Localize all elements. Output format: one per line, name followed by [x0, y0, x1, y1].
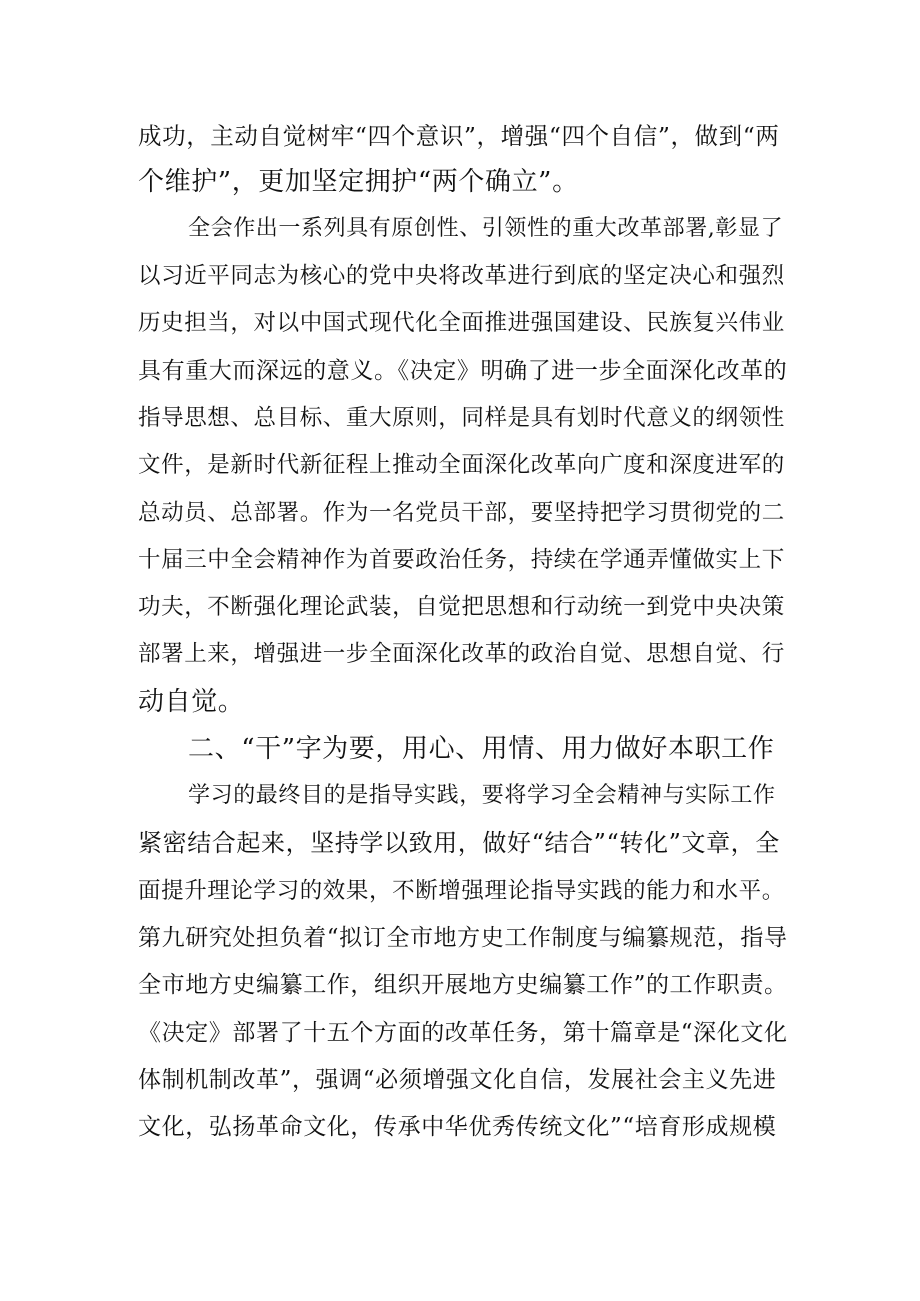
section-heading: 二、“干”字为要，用心、用情、用力做好本职工作 — [188, 734, 775, 764]
text-line-2: 个维护”，更加坚定拥护“两个确立”。 — [138, 167, 579, 197]
text-line-1: 成功，主动自觉树牢“四个意识”，增强“四个自信”，做到“两 — [138, 122, 780, 150]
text-line-7: 指导思想、总目标、重大原则，同样是具有划时代意义的纲领性 — [138, 405, 785, 431]
text-line-15: 学习的最终目的是指导实践，要将学习全会精神与实际工作 — [188, 783, 776, 808]
text-line-11: 功夫，不断强化理论武装，自觉把思想和行动统一到党中央决策 — [138, 594, 785, 620]
text-line-6: 具有重大而深远的意义。《决定》明确了进一步全面深化改革的 — [138, 358, 788, 384]
text-line-20: 《决定》部署了十五个方面的改革任务，第十篇章是“深化文化 — [138, 1020, 788, 1046]
text-line-17: 面提升理论学习的效果，不断增强理论指导实践的能力和水平。 — [138, 878, 785, 904]
text-line-4: 以习近平同志为核心的党中央将改革进行到底的坚定决心和强烈 — [138, 263, 785, 289]
text-line-19: 全市地方史编纂工作，组织开展地方史编纂工作”的工作职责。 — [138, 972, 788, 998]
text-line-9: 总动员、总部署。作为一名党员干部，要坚持把学习贯彻党的二 — [138, 500, 785, 526]
text-line-12: 部署上来，增强进一步全面深化改革的政治自觉、思想自觉、行 — [138, 641, 785, 667]
text-line-8: 文件，是新时代新征程上推动全面深化改革向广度和深度进军的 — [138, 452, 785, 478]
text-line-10: 十届三中全会精神作为首要政治任务，持续在学通弄懂做实上下 — [138, 547, 785, 573]
text-line-18: 第九研究处担负着“拟订全市地方史工作制度与编纂规范，指导 — [138, 925, 788, 951]
text-line-3: 全会作出一系列具有原创性、引领性的重大改革部署,彰显了 — [188, 216, 784, 241]
text-line-16: 紧密结合起来，坚持学以致用，做好“结合”“转化”文章，全 — [138, 829, 780, 857]
text-line-5: 历史担当，对以中国式现代化全面推进强国建设、民族复兴伟业 — [138, 310, 785, 336]
text-line-22: 文化，弘扬革命文化，传承中华优秀传统文化”“培育形成规模 — [138, 1114, 777, 1140]
text-line-21: 体制机制改革”，强调“必须增强文化自信，发展社会主义先进 — [138, 1067, 777, 1093]
text-line-13: 动自觉。 — [138, 687, 245, 717]
